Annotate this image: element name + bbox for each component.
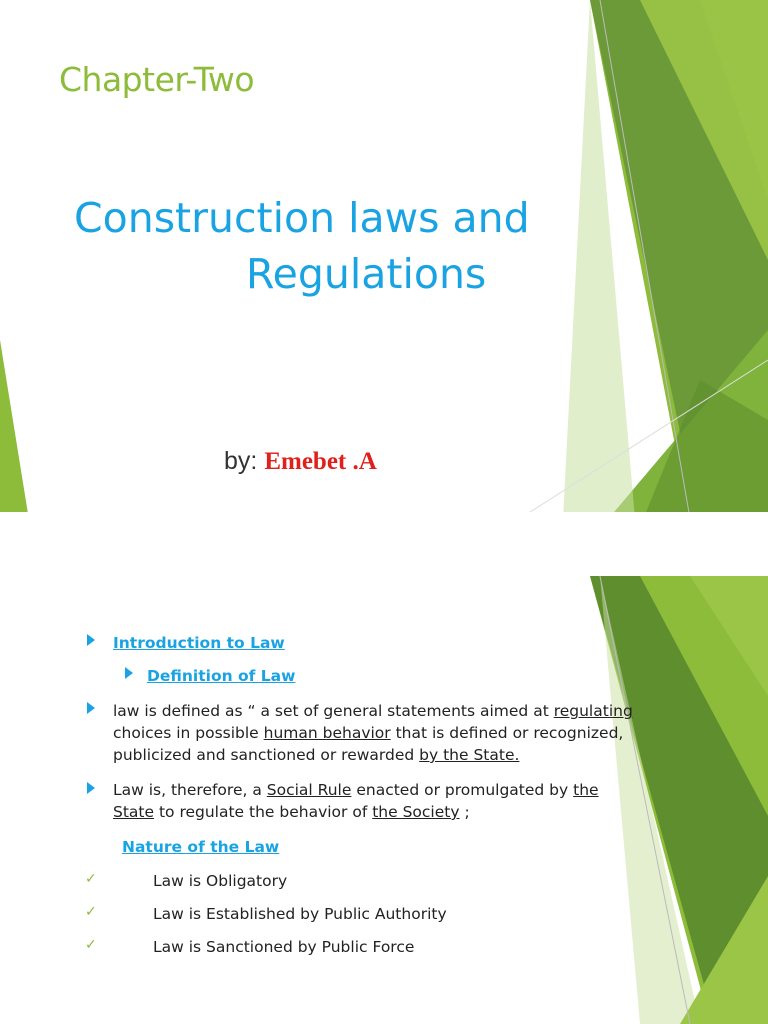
social-rule-paragraph: Law is, therefore, a Social Rule enacted or promulgated by the State to regulate the behavior of the Society ; bbox=[113, 781, 599, 821]
bullet-arrow-icon bbox=[87, 782, 95, 794]
nature-link[interactable]: Nature of the Law bbox=[122, 838, 280, 856]
checkmark-icon: ✓ bbox=[85, 937, 97, 953]
check-item: Law is Sanctioned by Public Force bbox=[153, 938, 415, 956]
check-item: Law is Established by Public Authority bbox=[153, 905, 447, 923]
by-label: by: bbox=[224, 447, 258, 475]
sub-bullet-arrow-icon bbox=[125, 667, 133, 679]
title-line-1: Construction laws and bbox=[74, 194, 530, 242]
check-item: Law is Obligatory bbox=[153, 872, 288, 890]
checkmark-icon: ✓ bbox=[85, 871, 97, 887]
bullet-arrow-icon bbox=[87, 634, 95, 646]
intro-link[interactable]: Introduction to Law bbox=[113, 634, 285, 652]
definition-link[interactable]: Definition of Law bbox=[147, 667, 296, 685]
definition-paragraph: law is defined as “ a set of general statements aimed at regulating choices in possible human behavior that is defined or recognized, publicized and sanctioned or rewarded by the State. bbox=[113, 702, 633, 764]
checkmark-icon: ✓ bbox=[85, 904, 97, 920]
byline bbox=[224, 447, 377, 476]
author-name: Emebet .A bbox=[264, 448, 377, 475]
title-line-2: Regulations bbox=[246, 250, 487, 298]
slide-title bbox=[74, 190, 594, 302]
bullet-arrow-icon bbox=[87, 702, 95, 714]
content-slide bbox=[0, 576, 768, 1024]
chapter-label: Chapter-Two bbox=[59, 60, 255, 99]
